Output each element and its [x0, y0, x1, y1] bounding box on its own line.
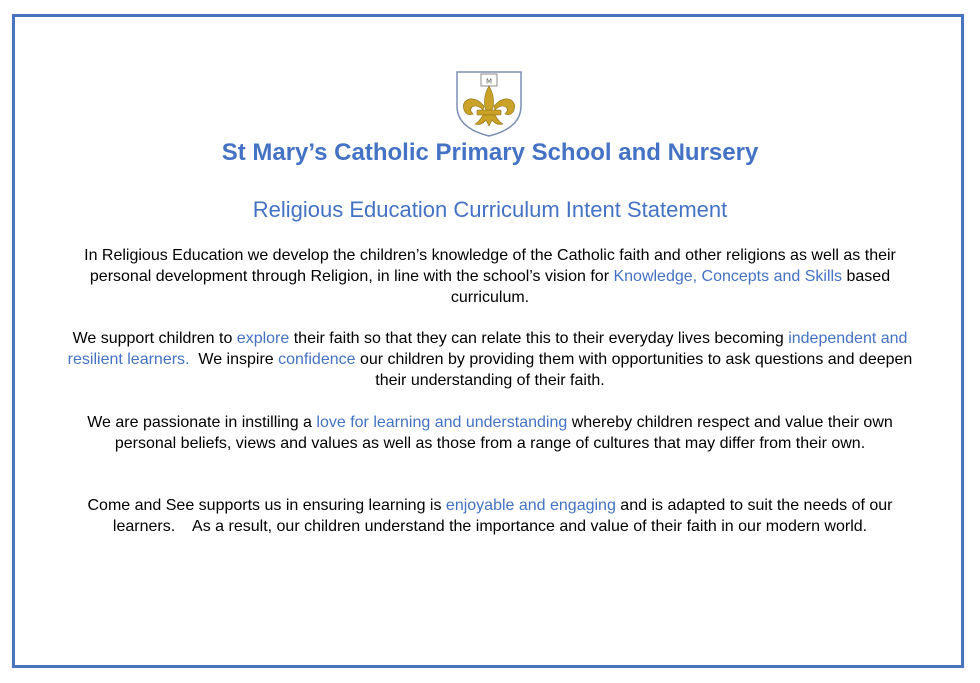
paragraph-come-and-see: [60, 495, 920, 537]
page-title: St Mary’s Catholic Primary School and Nursery: [221, 139, 759, 166]
paragraph-text: In Religious Education we develop the children’s knowledge of the Catholic faith and other religions as well as their personal development through Religion, in line with the school’s vision for: [84, 247, 896, 285]
paragraph-text: their faith so that they can relate this to their everyday lives becoming: [289, 330, 789, 347]
paragraph-text: We inspire: [189, 351, 279, 368]
paragraph-text: whereby children respect and value their own personal beliefs, views and values as well as those from a range of cultures that may differ from their own.: [114, 414, 893, 452]
fleur-de-lis-crest-icon: [453, 68, 525, 138]
paragraph-text: based curriculum.: [450, 268, 891, 306]
paragraph-passionate: [60, 412, 920, 454]
svg-text:M: M: [485, 77, 493, 86]
paragraph-knowledge: [60, 245, 920, 308]
paragraph-text: and is adapted to suit the needs of our learners. As a result, our children understand the importance and value of their faith in our modern world.: [112, 497, 897, 535]
paragraph-text: our children by providing them with opportunities to ask questions and deepen their understanding of their faith.: [355, 351, 913, 389]
paragraph-text: We are passionate in instilling a: [87, 414, 317, 431]
paragraph-text: We support children to: [72, 330, 237, 347]
highlight-text: independent and resilient learners.: [67, 330, 908, 368]
paragraph-text: Come and See supports us in ensuring learning is: [87, 497, 446, 514]
highlight-text: enjoyable and engaging: [445, 497, 616, 514]
highlight-text: love for learning and understanding: [316, 414, 568, 431]
highlight-text: confidence: [278, 351, 356, 368]
highlight-text: explore: [236, 330, 290, 347]
highlight-text: Knowledge, Concepts and Skills: [613, 268, 843, 285]
paragraph-explore: [60, 328, 920, 391]
page-subtitle: Religious Education Curriculum Intent Statement: [252, 197, 728, 222]
